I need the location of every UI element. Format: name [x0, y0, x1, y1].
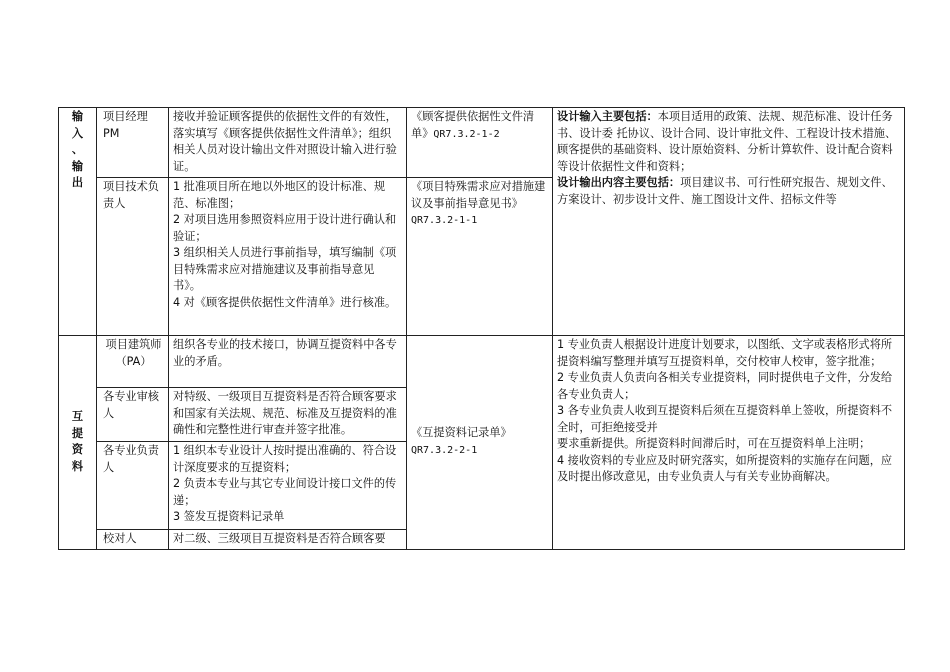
section-char: 输 [71, 110, 84, 123]
section-title-io [59, 108, 97, 336]
role-label: 各专业负责人 [103, 444, 159, 474]
duty-text: 组织各专业的技术接口，协调互提资料中各专业的矛盾。 [173, 338, 397, 368]
record-title: 《互提资料记录单》 [411, 426, 512, 440]
role-label: 项目经理PM [103, 110, 148, 140]
section-char: 出 [71, 176, 84, 189]
duty-text: 对二级、三级项目互提资料是否符合顾客要 [173, 532, 386, 545]
note-label: 设计输出内容主要包括： [557, 176, 681, 189]
section-char: 输 [71, 159, 84, 173]
table-row [59, 336, 905, 388]
exchange-notes [553, 336, 905, 550]
record-code: QR7.3.2-2-1 [411, 444, 478, 456]
duty-text: 3 签发互提资料记录单 [173, 510, 285, 523]
table-row [59, 108, 905, 178]
note-label: 设计输入主要包括： [557, 110, 658, 123]
section-char: 、 [71, 143, 84, 156]
role-label: 项目技术负责人 [103, 180, 159, 210]
duty-text: 2 负责本专业与其它专业间设计接口文件的传递； [173, 477, 397, 507]
section-char: 资 [71, 443, 84, 457]
duties-discipline-lead [169, 442, 407, 530]
duty-text: 1 批准项目所在地以外地区的设计标准、规范、标准图； [173, 180, 386, 210]
section-char: 入 [71, 126, 84, 140]
record-tech-lead [407, 178, 553, 336]
duties-reviewer [169, 388, 407, 442]
role-label: 项目建筑师（PA） [105, 338, 162, 368]
section-char: 互 [71, 410, 84, 424]
io-notes [553, 108, 905, 336]
section-char: 提 [71, 426, 84, 440]
record-title: 《顾客提供依据性文件清单》 [411, 110, 535, 140]
note-text: 4 接收资料的专业应及时研究落实，如所提资料的实施存在问题，应及时提出修改意见，由专业负责人与有关专业协商解决。 [557, 453, 893, 483]
role-tech-lead [97, 178, 169, 336]
record-pm [407, 108, 553, 178]
section-char: 料 [71, 459, 84, 473]
role-checker [97, 530, 169, 550]
duty-text: 对特级、一级项目互提资料是否符合顾客要求和国家有关法规、规范、标准及互提资料的准确性和完整性进行审查并签字批准。 [173, 390, 397, 436]
note-text: 要求重新提供。所提资料时间滞后时，可在互提资料单上注明； [557, 437, 871, 450]
record-title: 《项目特殊需求应对措施建议及事前指导意见书》 [411, 180, 546, 210]
duties-checker [169, 530, 407, 550]
responsibility-table [58, 107, 905, 550]
record-code: QR7.3.2-1-1 [411, 215, 478, 226]
role-pa [97, 336, 169, 388]
role-label: 校对人 [103, 532, 137, 545]
role-label: 各专业审核人 [103, 390, 159, 420]
section-title-exchange [59, 336, 97, 550]
role-discipline-lead [97, 442, 169, 530]
note-text: 3 各专业负责人收到互提资料后须在互提资料单上签收，所提资料不全时，可拒绝接受并 [557, 404, 893, 434]
duty-text: 4 对《顾客提供依据性文件清单》进行核准。 [173, 295, 397, 309]
duties-pm [169, 108, 407, 178]
note-text: 1 专业负责人根据设计进度计划要求，以图纸、文字或表格形式将所提资料编写整理并填写互提资料单，交付校审人校审，签字批准； [557, 338, 893, 368]
duty-text: 接收并验证顾客提供的依据性文件的有效性，落实填写《顾客提供依据性文件清单》；组织相关人员对设计输出文件对照设计输入进行验证。 [173, 110, 397, 173]
record-exchange [407, 336, 553, 550]
note-text: 2 专业负责人负责向各相关专业提资料，同时提供电子文件，分发给各专业负责人； [557, 371, 893, 401]
note-text: 本项目适用的政策、法规、规范标准、设计任务书、设计委 托协议、设计合同、设计审批文件、工程设计技术措施、顾客提供的基础资料、设计原始资料、分析计算软件、设计配合资料等设计依据性文件和资料； [557, 110, 897, 173]
duty-text: 3 组织相关人员进行事前指导，填写编制《项目特殊需求应对措施建议及事前指导意见书》。 [173, 246, 397, 292]
note-text: 项目建议书、可行性研究报告、规划文件、方案设计、初步设计文件、施工图设计文件、招标文件等 [557, 176, 893, 206]
duty-text: 1 组织本专业设计人按时提出准确的、符合设计深度要求的互提资料； [173, 444, 397, 474]
duties-tech-lead [169, 178, 407, 336]
note-design-output [557, 175, 900, 208]
record-code: QR7.3.2-1-2 [433, 128, 500, 140]
role-pm [97, 108, 169, 178]
note-design-input [557, 109, 900, 175]
duties-pa [169, 336, 407, 388]
duty-text: 2 对项目选用参照资料应用于设计进行确认和验证； [173, 213, 397, 243]
role-reviewer [97, 388, 169, 442]
